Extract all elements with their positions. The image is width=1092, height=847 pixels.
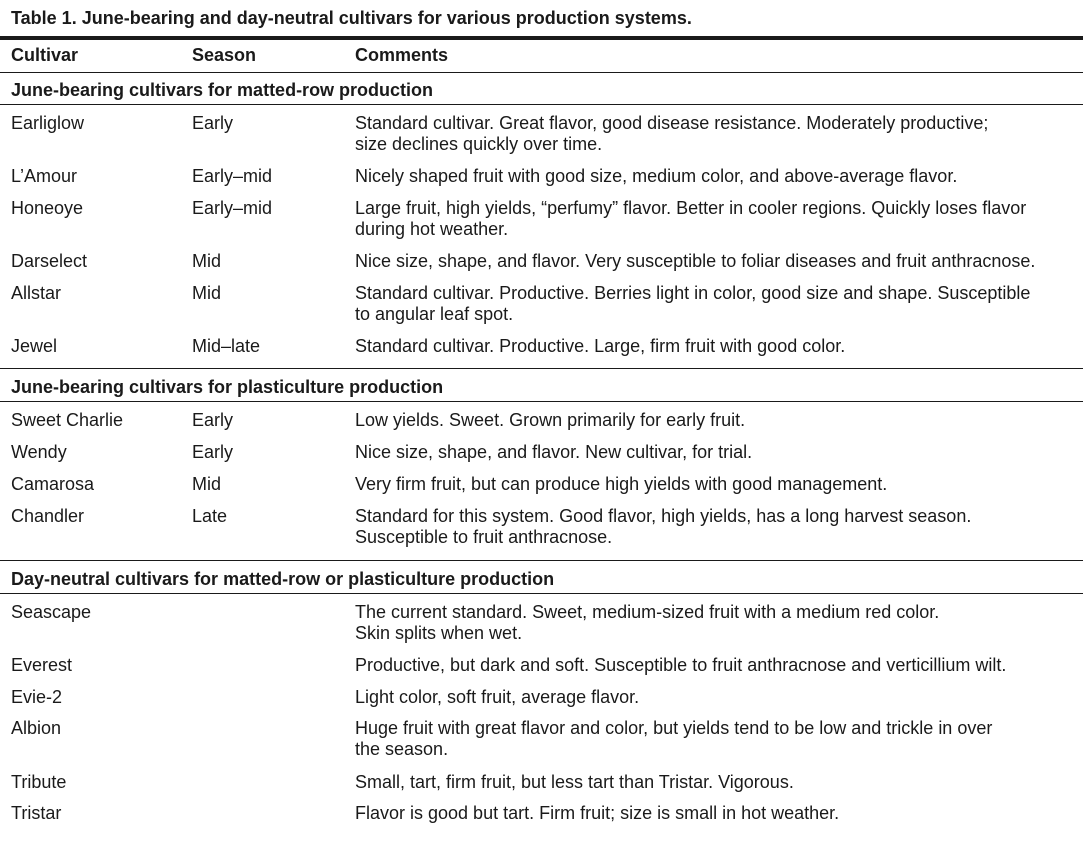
comment-cell: [355, 718, 1083, 760]
cultivar-cell: Darselect: [11, 251, 88, 271]
header-season: Season: [192, 45, 257, 65]
table-title: Table 1. June-bearing and day-neutral cultivars for various production systems.: [11, 8, 692, 28]
cultivar-cell: Sweet Charlie: [11, 410, 124, 430]
season-cell: Early–mid: [192, 198, 273, 218]
comment-cell: [355, 410, 1083, 431]
comment-line: Large fruit, high yields, “perfumy” flavor. Better in cooler regions. Quickly loses flavor: [355, 198, 1027, 218]
cultivar-cell: Everest: [11, 655, 73, 675]
section-title: June-bearing cultivars for plasticulture production: [11, 377, 444, 397]
header-cultivar: Cultivar: [11, 45, 79, 65]
comment-line: Nice size, shape, and flavor. Very susceptible to foliar diseases and fruit anthracnose.: [355, 251, 1036, 271]
comment-line: The current standard. Sweet, medium-sized fruit with a medium red color.: [355, 602, 940, 622]
comment-line: Susceptible to fruit anthracnose.: [355, 527, 613, 547]
comment-cell: [355, 772, 1083, 793]
cultivar-cell: L’Amour: [11, 166, 78, 186]
comment-line: Very firm fruit, but can produce high yields with good management.: [355, 474, 888, 494]
header-comments: Comments: [355, 45, 449, 65]
title-rule: [0, 36, 1083, 40]
cultivar-cell: Honeoye: [11, 198, 84, 218]
comment-line: Light color, soft fruit, average flavor.: [355, 687, 640, 707]
cultivar-cell: Earliglow: [11, 113, 85, 133]
comment-cell: [355, 336, 1083, 357]
cultivar-cell: Camarosa: [11, 474, 95, 494]
comment-cell: [355, 283, 1083, 325]
section-title: Day-neutral cultivars for matted-row or plasticulture production: [11, 569, 555, 589]
cultivar-cell: Evie-2: [11, 687, 63, 707]
comment-line: during hot weather.: [355, 219, 509, 239]
comment-cell: [355, 474, 1083, 495]
comment-cell: [355, 113, 1083, 155]
season-cell: Early–mid: [192, 166, 273, 186]
comment-line: Productive, but dark and soft. Susceptible to fruit anthracnose and verticillium wilt.: [355, 655, 1007, 675]
cultivar-cell: Tristar: [11, 803, 62, 823]
comment-line: Skin splits when wet.: [355, 623, 523, 643]
comment-line: the season.: [355, 739, 449, 759]
section-rule: [0, 593, 1083, 594]
comment-line: size declines quickly over time.: [355, 134, 603, 154]
comment-line: Standard for this system. Good flavor, high yields, has a long harvest season.: [355, 506, 972, 526]
season-cell: Mid: [192, 283, 222, 303]
comment-line: Nice size, shape, and flavor. New cultivar, for trial.: [355, 442, 753, 462]
comment-line: to angular leaf spot.: [355, 304, 514, 324]
cultivar-cell: Seascape: [11, 602, 92, 622]
comment-line: Standard cultivar. Productive. Large, firm fruit with good color.: [355, 336, 846, 356]
season-cell: Mid: [192, 251, 222, 271]
cultivar-cell: Albion: [11, 718, 62, 738]
comment-line: Standard cultivar. Productive. Berries light in color, good size and shape. Susceptible: [355, 283, 1031, 303]
comment-cell: [355, 442, 1083, 463]
section-rule: [0, 368, 1083, 369]
season-cell: Early: [192, 442, 234, 462]
season-cell: Early: [192, 113, 234, 133]
cultivar-cell: Chandler: [11, 506, 85, 526]
comment-cell: [355, 506, 1083, 548]
comment-cell: [355, 251, 1083, 272]
comment-line: Huge fruit with great flavor and color, but yields tend to be low and trickle in over: [355, 718, 993, 738]
cultivar-cell: Jewel: [11, 336, 58, 356]
comment-cell: [355, 602, 1083, 644]
cultivar-cell: Wendy: [11, 442, 67, 462]
season-cell: Mid–late: [192, 336, 261, 356]
cultivar-cell: Tribute: [11, 772, 67, 792]
comment-cell: [355, 166, 1083, 187]
season-cell: Early: [192, 410, 234, 430]
comment-cell: [355, 655, 1083, 676]
cultivar-cell: Allstar: [11, 283, 62, 303]
section-rule: [0, 401, 1083, 402]
comment-line: Small, tart, firm fruit, but less tart than Tristar. Vigorous.: [355, 772, 794, 792]
season-cell: Late: [192, 506, 228, 526]
comment-cell: [355, 687, 1083, 708]
comment-cell: [355, 803, 1083, 824]
comment-line: Flavor is good but tart. Firm fruit; size is small in hot weather.: [355, 803, 840, 823]
comment-line: Nicely shaped fruit with good size, medium color, and above-average flavor.: [355, 166, 958, 186]
comment-line: Low yields. Sweet. Grown primarily for early fruit.: [355, 410, 746, 430]
header-rule: [0, 72, 1083, 73]
section-rule: [0, 104, 1083, 105]
season-cell: Mid: [192, 474, 222, 494]
section-title: June-bearing cultivars for matted-row production: [11, 80, 434, 100]
comment-line: Standard cultivar. Great flavor, good disease resistance. Moderately productive;: [355, 113, 989, 133]
comment-cell: [355, 198, 1083, 240]
section-rule: [0, 560, 1083, 561]
